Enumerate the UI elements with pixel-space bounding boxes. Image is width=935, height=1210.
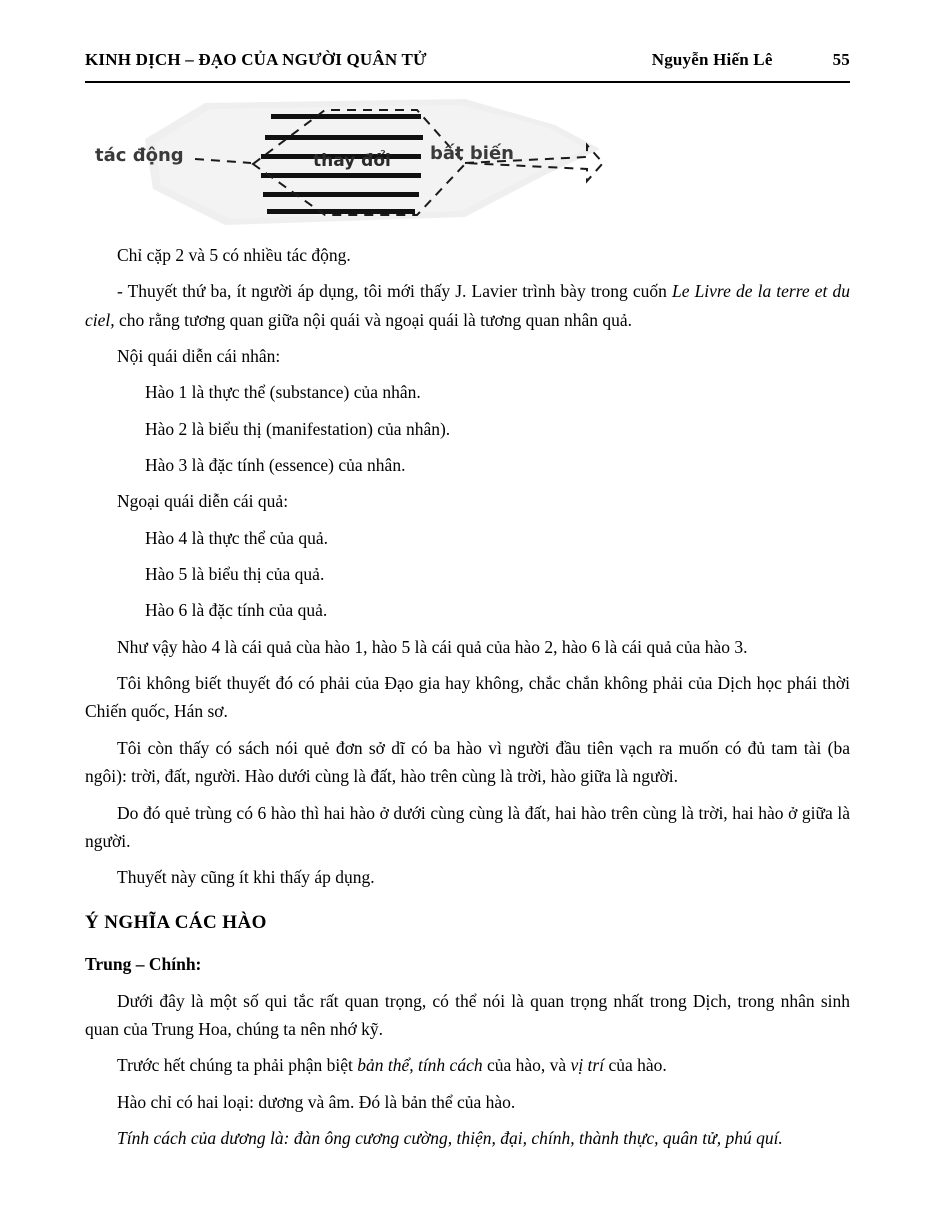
- page-header: [85, 0, 850, 70]
- header-author: Nguyễn Hiến Lê: [651, 50, 773, 69]
- page-number: 55: [832, 50, 850, 69]
- hexagram-figure: [85, 97, 850, 237]
- hexagram-line-6: [271, 114, 421, 119]
- list-item-hao-4: Hào 4 là thực thể của quả.: [145, 527, 328, 548]
- list-item-hao-1: Hào 1 là thực thể (substance) của nhân.: [145, 382, 421, 403]
- figure-label-thay-doi: thay đổi: [313, 151, 391, 171]
- figure-label-tac-dong: tác động: [95, 145, 184, 166]
- paragraph-11-part-c: của hào.: [604, 1055, 667, 1076]
- paragraph-6: Tôi không biết thuyết đó có phải của Đạo gia hay không, chắc chắn không phải của Dịch học phái thời Chiến quốc, Hán sơ.: [85, 673, 850, 722]
- paragraph-11-part-b: của hào, và: [482, 1055, 571, 1076]
- paragraph-10: Dưới đây là một số qui tắc rất quan trọng, có thể nói là quan trọng nhất trong Dịch, trong nhân sinh quan của Trung Hoa, chúng ta nên nhớ kỹ.: [85, 990, 850, 1039]
- hexagram-line-5: [265, 135, 423, 140]
- paragraph-11: [85, 1051, 850, 1079]
- paragraph-11-italic-1: bản thể, tính cách: [357, 1055, 483, 1076]
- figure-label-bat-bien: bất biến: [430, 143, 514, 164]
- paragraph-2-part-a: - Thuyết thứ ba, ít người áp dụng, tôi mới thấy J. Lavier trình bày trong cuốn: [117, 281, 672, 302]
- paragraph-ngoai-quai: Ngoại quái diễn cái quả:: [117, 491, 289, 512]
- paragraph-11-part-a: Trước hết chúng ta phải phận biệt: [117, 1055, 358, 1076]
- header-divider: [85, 81, 850, 83]
- paragraph-noi-quai: Nội quái diễn cái nhân:: [117, 346, 281, 367]
- paragraph-2-part-b: cho rằng tương quan giữa nội quái và ngoại quái là tương quan nhân quả.: [114, 309, 633, 330]
- page-content: [85, 241, 850, 1152]
- paragraph-5: Như vậy hào 4 là cái quả cùa hào 1, hào 5 là cái quả của hào 2, hào 6 là cái quả của hào 3.: [117, 636, 748, 657]
- section-heading: Ý NGHĨA CÁC HÀO: [85, 911, 267, 933]
- hexagram-line-3: [261, 173, 421, 178]
- paragraph-7: Tôi còn thấy có sách nói quẻ đơn sở dĩ có ba hào vì người đầu tiên vạch ra muốn có đủ tam tài (ba ngôi): trời, đất, người. Hào dưới cùng là đất, hào trên cùng là trời, hào giữa là người.: [85, 737, 850, 787]
- paragraph-9: Thuyết này cũng ít khi thấy áp dụng.: [117, 867, 375, 888]
- hexagram-line-1: [267, 209, 415, 214]
- list-item-hao-5: Hào 5 là biểu thị của quả.: [145, 564, 325, 585]
- paragraph-13-italic: Tính cách của dương là: đàn ông cương cường, thiện, đại, chính, thành thực, quân tử, phú quí.: [117, 1128, 783, 1149]
- subsection-heading: Trung – Chính:: [85, 954, 202, 975]
- paragraph-1: Chỉ cặp 2 và 5 có nhiều tác động.: [117, 245, 351, 265]
- paragraph-8: Do đó quẻ trùng có 6 hào thì hai hào ở dưới cùng cùng là đất, hai hào trên cùng là trời, hai hào ở giữa là người.: [85, 802, 850, 851]
- list-item-hao-3: Hào 3 là đặc tính (essence) của nhân.: [145, 455, 406, 476]
- hexagram-line-2: [263, 192, 419, 197]
- paragraph-12: Hào chỉ có hai loại: dương và âm. Đó là bản thể của hào.: [117, 1091, 516, 1112]
- header-book-title: KINH DỊCH – ĐẠO CỦA NGƯỜI QUÂN TỬ: [85, 50, 427, 69]
- book-title-italic: Le Livre de la terre et du ciel,: [85, 281, 850, 330]
- paragraph-11-italic-2: vị trí: [570, 1055, 605, 1076]
- paragraph-2: [85, 277, 850, 334]
- list-item-hao-2: Hào 2 là biểu thị (manifestation) của nhân).: [145, 418, 451, 439]
- list-item-hao-6: Hào 6 là đặc tính của quả.: [145, 600, 328, 621]
